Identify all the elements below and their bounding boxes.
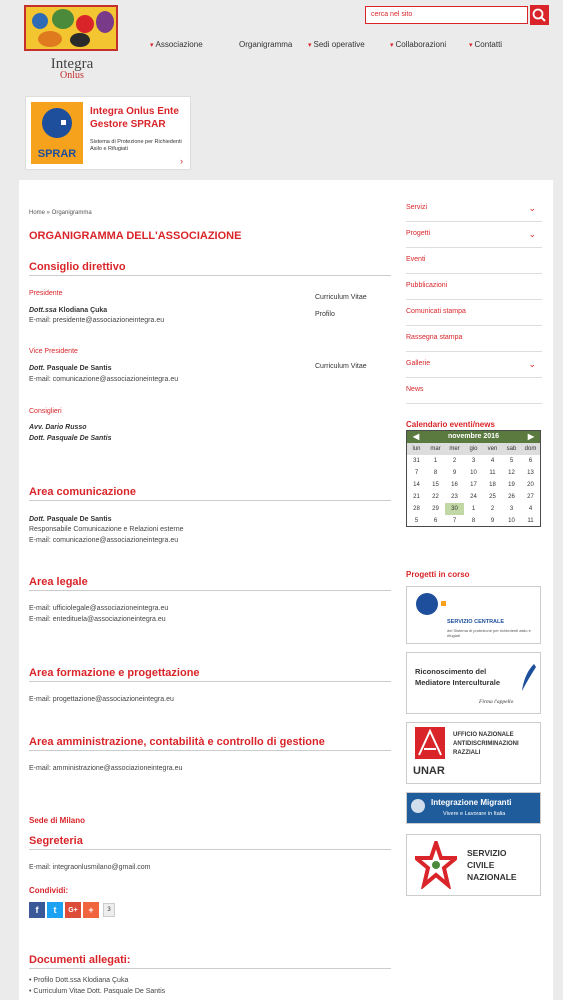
calendar-day[interactable]: 8 xyxy=(433,470,438,476)
chevron-right-icon[interactable]: › xyxy=(180,156,183,166)
twitter-share-button[interactable]: t xyxy=(47,902,63,918)
calendar-day[interactable]: 15 xyxy=(432,482,439,488)
sidebar-item-progetti[interactable]: Progetti ⌄ xyxy=(406,222,542,248)
chevron-down-icon: ▾ xyxy=(308,42,312,49)
calendar-day[interactable]: 26 xyxy=(508,494,515,500)
section-title-comunicazione: Area comunicazione xyxy=(29,486,136,498)
email-text[interactable]: E-mail: progettazione@associazioneintegra.eu xyxy=(29,696,174,703)
projects-title: Progetti in corso xyxy=(406,570,470,579)
email-text[interactable]: E-mail: presidente@associazioneintegra.eu xyxy=(29,317,165,324)
calendar-day[interactable]: 30 xyxy=(445,503,464,515)
calendar-weekday: lun xyxy=(407,443,426,455)
share-count: 3 xyxy=(103,903,115,917)
page-title: ORGANIGRAMMA DELL'ASSOCIAZIONE xyxy=(29,230,242,242)
calendar-day[interactable]: 8 xyxy=(471,518,476,524)
site-header xyxy=(0,0,563,180)
divider xyxy=(29,681,391,682)
email-text[interactable]: E-mail: integraonlusmilano@gmail.com xyxy=(29,864,151,871)
nav-collaborazioni[interactable]: ▾ Collaborazioni xyxy=(390,40,447,49)
unar-logo xyxy=(415,727,445,759)
chevron-down-icon: ▾ xyxy=(150,42,154,49)
chevron-right-icon[interactable]: ▶ xyxy=(527,432,534,441)
document-link[interactable]: • Curriculum Vitae Dott. Pasquale De Santis xyxy=(29,988,166,995)
person-name: Dott. Pasquale De Santis xyxy=(29,435,112,442)
calendar-day[interactable]: 10 xyxy=(470,470,477,476)
chevron-down-icon: ▾ xyxy=(469,42,473,49)
logo-name: Integra xyxy=(50,56,94,72)
calendar-day[interactable]: 23 xyxy=(451,494,458,500)
sidebar-item-gallerie[interactable]: Gallerie ⌄ xyxy=(406,352,542,378)
nav-sedi-operative[interactable]: ▾ Sedi operative xyxy=(308,40,365,49)
divider xyxy=(29,500,391,501)
search-icon xyxy=(530,5,549,25)
search-button[interactable] xyxy=(530,5,549,25)
calendar-day[interactable]: 13 xyxy=(527,470,534,476)
calendar-day[interactable]: 1 xyxy=(471,506,476,512)
link-curriculum-vitae[interactable]: Curriculum Vitae xyxy=(315,294,367,301)
calendar-day[interactable]: 7 xyxy=(452,518,457,524)
calendar-day[interactable]: 4 xyxy=(528,506,533,512)
logo-artwork xyxy=(24,5,118,51)
calendar-day[interactable]: 18 xyxy=(489,482,496,488)
chevron-down-icon: ⌄ xyxy=(528,229,536,239)
calendar-weekday: sab xyxy=(502,443,521,455)
calendar-day[interactable]: 31 xyxy=(413,458,420,464)
section-title-segreteria: Segreteria xyxy=(29,835,83,847)
divider xyxy=(29,968,391,969)
calendar-day[interactable]: 2 xyxy=(452,458,457,464)
chevron-down-icon: ▾ xyxy=(390,42,394,49)
calendar-day[interactable]: 16 xyxy=(451,482,458,488)
email-text[interactable]: E-mail: comunicazione@associazioneintegra.eu xyxy=(29,537,179,544)
role-vice-presidente: Vice Presidente xyxy=(29,348,78,355)
sidebar-item-servizi[interactable]: Servizi ⌄ xyxy=(406,196,542,222)
calendar-day[interactable]: 6 xyxy=(528,458,533,464)
project-servizio-centrale[interactable] xyxy=(406,586,541,644)
calendar-day[interactable]: 20 xyxy=(527,482,534,488)
sidebar-item-eventi[interactable]: Eventi xyxy=(406,248,542,274)
calendar-day[interactable]: 1 xyxy=(433,458,438,464)
search-input[interactable]: cerca nel sito xyxy=(365,6,528,24)
facebook-share-button[interactable]: f xyxy=(29,902,45,918)
section-title-amministrazione: Area amministrazione, contabilità e controllo di gestione xyxy=(29,736,325,748)
calendar-day[interactable]: 29 xyxy=(432,506,439,512)
calendar-day[interactable]: 21 xyxy=(413,494,420,500)
googleplus-share-button[interactable]: G+ xyxy=(65,902,81,918)
calendar-day[interactable]: 4 xyxy=(490,458,495,464)
migranti-logo xyxy=(411,799,425,813)
addthis-share-button[interactable]: + xyxy=(83,902,99,918)
calendar-day[interactable]: 7 xyxy=(414,470,419,476)
document-link[interactable]: • Profilo Dott.ssa Klodiana Çuka xyxy=(29,977,129,984)
nav-organigramma[interactable]: Organigramma xyxy=(239,40,293,49)
nav-associazione[interactable]: ▾ Associazione xyxy=(150,40,203,49)
divider xyxy=(29,849,391,850)
email-text[interactable]: E-mail: entedituela@associazioneintegra.eu xyxy=(29,616,166,623)
nav-contatti[interactable]: ▾ Contatti xyxy=(469,40,503,49)
calendar-day[interactable]: 5 xyxy=(414,518,419,524)
events-calendar xyxy=(406,430,541,527)
project-title: SERVIZIO CENTRALE xyxy=(447,619,505,625)
calendar-day[interactable]: 2 xyxy=(490,506,495,512)
email-text[interactable]: E-mail: amministrazione@associazioneintegra.eu xyxy=(29,765,183,772)
sidebar-item-rassegna-stampa[interactable]: Rassegna stampa xyxy=(406,326,542,352)
calendar-weekday: dom xyxy=(521,443,540,455)
person-name: Dott. Pasquale De Santis xyxy=(29,365,112,372)
sidebar-item-comunicati-stampa[interactable]: Comunicati stampa xyxy=(406,300,542,326)
calendar-day[interactable]: 27 xyxy=(527,494,534,500)
divider xyxy=(29,590,391,591)
chevron-down-icon: ⌄ xyxy=(528,359,536,369)
section-title-documenti: Documenti allegati: xyxy=(29,954,131,966)
calendar-day[interactable]: 14 xyxy=(413,482,420,488)
servizio-centrale-logo xyxy=(416,593,438,615)
role-consiglieri: Consiglieri xyxy=(29,408,62,415)
section-title-legale: Area legale xyxy=(29,576,88,588)
site-logo[interactable] xyxy=(24,5,120,83)
share-buttons xyxy=(29,902,115,918)
email-text[interactable]: E-mail: ufficiolegale@associazioneintegra.eu xyxy=(29,605,169,612)
calendar-header xyxy=(407,431,540,443)
sidebar-item-news[interactable]: News xyxy=(406,378,542,404)
calendar-day[interactable]: 9 xyxy=(490,518,495,524)
calendar-day[interactable]: 5 xyxy=(509,458,514,464)
breadcrumb[interactable]: Home » Organigramma xyxy=(29,210,92,216)
calendar-day[interactable]: 6 xyxy=(433,518,438,524)
email-text[interactable]: E-mail: comunicazione@associazioneintegra.eu xyxy=(29,376,179,383)
calendar-day[interactable]: 25 xyxy=(489,494,496,500)
calendar-weekday: ven xyxy=(483,443,502,455)
calendar-day[interactable]: 3 xyxy=(471,458,476,464)
project-mediatore[interactable]: Riconoscimento del Mediatore Interculturale Firma l'appello xyxy=(406,652,541,714)
role-presidente: Presidente xyxy=(29,290,63,297)
feather-pen-icon xyxy=(519,663,537,693)
calendar-weekday: mer xyxy=(445,443,464,455)
calendar-day[interactable]: 12 xyxy=(508,470,515,476)
sidebar-item-pubblicazioni[interactable]: Pubblicazioni xyxy=(406,274,542,300)
link-profilo[interactable]: Profilo xyxy=(315,311,335,318)
logo-subtitle: Onlus xyxy=(60,70,84,81)
project-unar[interactable]: UNAR UFFICIO NAZIONALE ANTIDISCRIMINAZIONI RAZZIALI xyxy=(406,722,541,784)
main-content xyxy=(19,180,553,1000)
calendar-month: novembre 2016 xyxy=(448,433,499,440)
calendar-day[interactable]: 11 xyxy=(527,518,534,524)
person-name: Dott.ssa Klodiana Çuka xyxy=(29,307,108,314)
sprar-banner[interactable] xyxy=(25,96,191,170)
calendar-day[interactable]: 10 xyxy=(508,518,515,524)
project-integrazione-migranti[interactable]: Integrazione Migranti Vivere e Lavorare in Italia xyxy=(406,792,541,824)
calendar-day[interactable]: 17 xyxy=(470,482,477,488)
calendar-day[interactable]: 28 xyxy=(413,506,420,512)
calendar-weekday: mar xyxy=(426,443,445,455)
person-name: Avv. Dario Russo xyxy=(29,424,87,431)
star-logo-icon xyxy=(415,841,457,889)
chevron-left-icon[interactable]: ◀ xyxy=(413,432,420,441)
calendar-title: Calendario eventi/news xyxy=(406,420,495,429)
divider xyxy=(29,275,391,276)
section-title-consiglio: Consiglio direttivo xyxy=(29,261,126,273)
role-description: Responsabile Comunicazione e Relazioni esterne xyxy=(29,526,184,533)
calendar-day[interactable]: 19 xyxy=(508,482,515,488)
calendar-weekday: gio xyxy=(464,443,483,455)
calendar-day[interactable]: 24 xyxy=(470,494,477,500)
calendar-grid xyxy=(407,443,540,527)
person-name: Dott. Pasquale De Santis xyxy=(29,516,112,523)
share-label: Condividi: xyxy=(29,886,69,895)
sprar-logo: SPRAR xyxy=(31,102,83,164)
sprar-title: Integra Onlus Ente Gestore SPRAR xyxy=(90,106,179,130)
calendar-day[interactable]: 3 xyxy=(509,506,514,512)
calendar-day[interactable]: 9 xyxy=(452,470,457,476)
calendar-day[interactable]: 22 xyxy=(432,494,439,500)
chevron-down-icon: ⌄ xyxy=(528,203,536,213)
link-curriculum-vitae[interactable]: Curriculum Vitae xyxy=(315,363,367,370)
calendar-day[interactable]: 11 xyxy=(489,470,496,476)
divider xyxy=(29,750,391,751)
section-title-formazione: Area formazione e progettazione xyxy=(29,667,200,679)
project-subtitle: del Sistema di protezione per richiedenti asilo e rifugiati xyxy=(447,628,531,638)
project-servizio-civile[interactable]: SERVIZIO CIVILE NAZIONALE xyxy=(406,834,541,896)
sede-milano-title: Sede di Milano xyxy=(29,816,86,825)
sprar-description: Sistema di Protezione per Richiedenti Asilo e Rifugiati xyxy=(90,139,182,152)
